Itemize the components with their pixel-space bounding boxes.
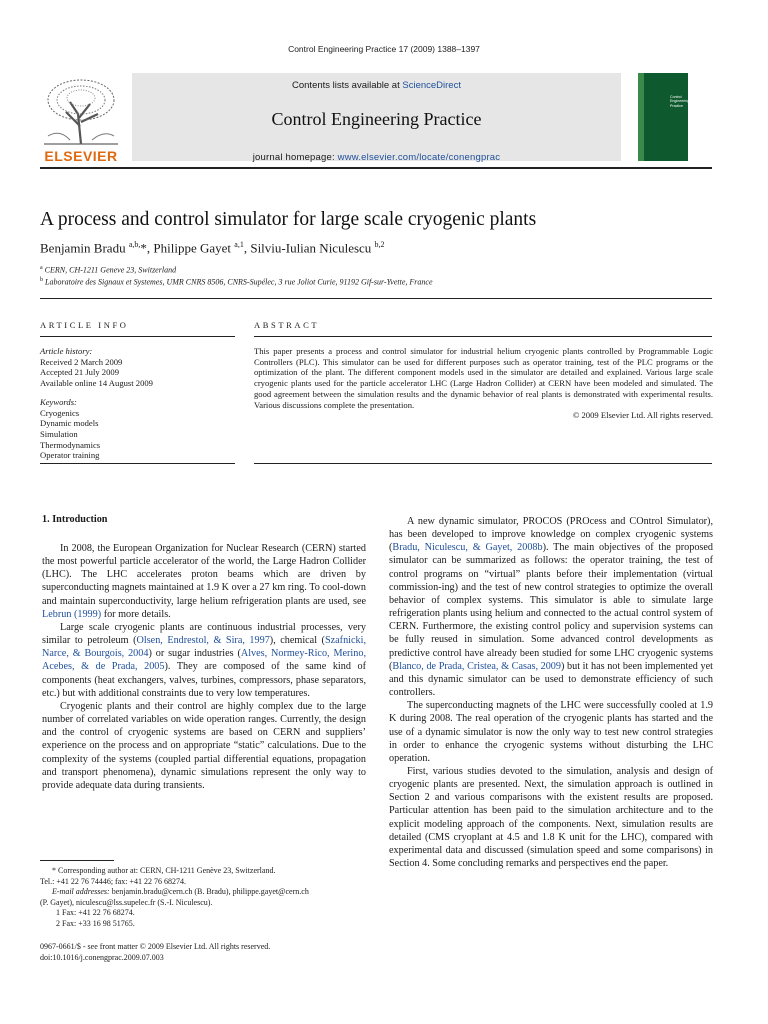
section-heading: 1. Introduction: [42, 514, 108, 525]
affiliation-b: $^b$ Laboratoire des Signaux et Systemes, UMR CNRS 8506, CNRS-Supélec, 3 rue Joliot Curie, 91192 Gif-sur-Yvette, France: [40, 277, 433, 287]
journal-cover: [638, 73, 688, 161]
paragraph-text: First, various studies devoted to the simulation, analysis and design of cryogenic plants are presented. Next, the simulation approach is outlined in Section 2 and various comparisons with the existent results are proposed. Particular attention has been paid to the simulation architecture and to the explicit modeling approach of the components. Next, simulation results are detailed (CMS cryoplant at 4.5 and 1.8 K unit for the LHC), compared with experimental data and discussed (simulation speed and some comparisons) in Section 4. Some concluding remarks and perspectives end the paper.: [389, 765, 713, 870]
issn-line: 0967-0661/$ - see front matter © 2009 Elsevier Ltd. All rights reserved.: [40, 942, 271, 951]
footnote-rule: [40, 860, 114, 861]
author-affil-marks: a,1: [234, 240, 244, 249]
affiliation-a: $^a$ CERN, CH-1211 Geneve 23, Switzerland: [40, 265, 177, 275]
author-name: Silviu-Iulian Niculescu: [250, 240, 375, 256]
paragraph: [389, 515, 713, 699]
history-accepted: Accepted 21 July 2009: [40, 367, 119, 378]
author-affil-marks: a,b,: [128, 240, 141, 249]
sciencedirect-link[interactable]: ScienceDirect: [402, 80, 461, 91]
footnote-email: E-mail addresses: benjamin.bradu@cern.ch (B. Bradu), philippe.gayet@cern.ch: [52, 887, 309, 897]
author-affil-marks: b,2: [374, 240, 385, 249]
abstract: [254, 346, 713, 421]
keyword: Thermodynamics: [40, 439, 101, 450]
homepage-link[interactable]: www.elsevier.com/locate/conengprac: [337, 152, 501, 163]
paragraph-text: The superconducting magnets of the LHC were successfully cooled at 1.9 K during 2008. The real operation of the cryogenic plants has started and the use of a dynamic simulator is now the only way to test new control strategies in order to enhance the cryogenic systems without disturbing the LHC operation.: [389, 700, 713, 764]
footnotes: [40, 866, 370, 930]
footnote-1: 1 Fax: +41 22 76 68274.: [56, 908, 135, 918]
paragraph-text: ) but it has not been implemented yet and this dynamic simulator can be used to demonstrate efficiency of such controllers.: [389, 660, 713, 699]
info-rule: [40, 336, 235, 337]
paragraph: [42, 542, 366, 621]
author-name: Philippe Gayet: [153, 240, 235, 256]
author-name: Benjamin Bradu: [40, 240, 129, 256]
citation-link[interactable]: Blanco, de Prada, Cristea, & Casas, 2009: [392, 660, 561, 672]
journal-banner: [132, 73, 621, 161]
paragraph-text: ). The main objectives of the proposed simulator can be summarized as follows: the operator training, the test of control programs on “virtual” plants before their implementation (virtual commission-ing) and the test of new control strategies to optimize the overall behavior of complex systems. This simulator is able to simulate large refrigeration plants using helium and connected to the actual control system of CERN. Furthermore, the existing control policy and supervision systems can be fully reused in simulation. Some advanced control developments as predictive control have already been studied for some LHC cryogenic systems (: [389, 542, 713, 672]
doi-line: doi:10.1016/j.conengprac.2009.07.003: [40, 952, 164, 962]
footnote-email-cont: (P. Gayet), niculescu@lss.supelec.fr (S.-I. Niculescu).: [40, 897, 213, 907]
abstract-bottom-rule: [254, 463, 712, 464]
contents-line: Contents lists available at ScienceDirect: [292, 80, 461, 91]
footnote-corresponding: * Corresponding author at: CERN, CH-1211 Genève 23, Switzerland.: [52, 866, 276, 875]
history-label: Article history:: [40, 346, 93, 356]
publication-info: [40, 942, 270, 963]
abstract-heading: ABSTRACT: [254, 320, 320, 330]
citation-link[interactable]: Szafnicki, Narce, & Bourgois, 2004: [42, 635, 366, 660]
citation-link[interactable]: Alves, Normey-Rico, Merino, Acebes, & de Prada, 2005: [42, 648, 366, 673]
elsevier-tree-logo: [40, 74, 122, 146]
paragraph-text: Large scale cryogenic plants are continuous industrial processes, very similar to petroleum (: [42, 621, 366, 647]
author-list: Benjamin Bradu $^{a,b,}$*, Philippe Gayet $^{a,1}$, Silviu-Iulian Niculescu $^{b,2}$: [40, 240, 385, 256]
paragraph: [389, 765, 713, 870]
abstract-copyright: © 2009 Elsevier Ltd. All rights reserved.: [572, 410, 713, 421]
paragraph-text: In 2008, the European Organization for Nuclear Research (CERN) started the most powerful particle accelerator of the world, the Large Hadron Collider (LHC). The LHC accelerates proton beams which are driven by superconducting magnets maintained at 1.9 K over a 27 km ring. To cool-down and maintain superconductivity, large helium refrigeration plants are used, see: [42, 543, 366, 607]
title-rule: [40, 298, 712, 299]
paragraph: [42, 700, 366, 792]
paragraph-text: ). They are composed of the same kind of components (heat exchangers, valves, turbines, compressors, phase separators, etc.) but with additional constraints due to very low temperatures.: [42, 661, 366, 699]
paragraph-text: ), chemical (: [269, 635, 325, 647]
history-online: Available online 14 August 2009: [40, 378, 153, 389]
paragraph: [389, 699, 713, 765]
footnote-2: 2 Fax: +33 16 98 51765.: [56, 918, 135, 928]
abstract-text: This paper presents a process and control simulator for industrial helium cryogenic plants controlled by Programmable Logic Controllers (PLC). This simulator can be used for different purposes such as operator training, test of the PLC programs or the optimization of the plant. The different component models used in the simulator are detailed and explained. Various large scale cryogenic plants used for the particle accelerator LHC (Large Hadron Collider) at CERN have been modeled and simulated. The good agreement between the simulation results and the dynamic behavior of real plants is demonstrated with experimental results. Various discussions complete the presentation.: [254, 346, 713, 410]
citation-link[interactable]: Olsen, Endrestol, & Sira, 1997: [136, 635, 270, 647]
paragraph-text: for more details.: [101, 608, 171, 620]
body-column-left: [42, 542, 366, 792]
journal-homepage: journal homepage: www.elsevier.com/locate/conengprac: [252, 152, 501, 163]
paragraph-text: A new dynamic simulator, PROCOS (PROcess and COntrol Simulator), has been developed to improve knowledge on complex cryogenic systems (: [389, 516, 713, 554]
keyword: Operator training: [40, 450, 100, 461]
paragraph-text: Cryogenic plants and their control are highly complex due to the large number of correlated variables on wide operation ranges. Currently, the design and the control of cryogenic systems are based on CERN and suppliers’ experience on the process and on appropriate “static” calculations. Due to the complexity of the systems (coupled partial differential equations, propagation and transport phenomena), dynamic simulations represent the only way to provide adequate data during transients.: [42, 700, 366, 791]
journal-citation: Control Engineering Practice 17 (2009) 1388–1397: [288, 44, 480, 54]
keywords-label: Keywords:: [40, 396, 77, 407]
publisher-wordmark: ELSEVIER: [44, 148, 118, 164]
info-bottom-rule: [40, 463, 235, 464]
body-column-right: [389, 515, 713, 870]
citation-link[interactable]: Lebrun (1999): [42, 608, 102, 620]
article-title: A process and control simulator for large scale cryogenic plants: [40, 209, 537, 230]
keyword: Simulation: [40, 428, 78, 439]
footnote-tel: Tel.: +41 22 76 74446; fax: +41 22 76 68274.: [40, 876, 187, 886]
history-received: Received 2 March 2009: [40, 356, 123, 367]
article-info: [40, 346, 240, 461]
cover-title: Control Engineering Practice: [670, 95, 690, 108]
paragraph: [42, 621, 366, 700]
paragraph-text: ) or sugar industries (: [148, 648, 241, 660]
keyword: Dynamic models: [40, 418, 99, 429]
corresponding-mark[interactable]: *: [140, 240, 147, 256]
journal-title: Control Engineering Practice: [271, 109, 482, 129]
abstract-rule: [254, 336, 712, 337]
citation-link[interactable]: Bradu, Niculescu, & Gayet, 2008b: [392, 542, 543, 554]
article-info-heading: ARTICLE INFO: [40, 320, 129, 330]
keyword: Cryogenics: [40, 407, 80, 418]
header-rule: [40, 167, 712, 169]
